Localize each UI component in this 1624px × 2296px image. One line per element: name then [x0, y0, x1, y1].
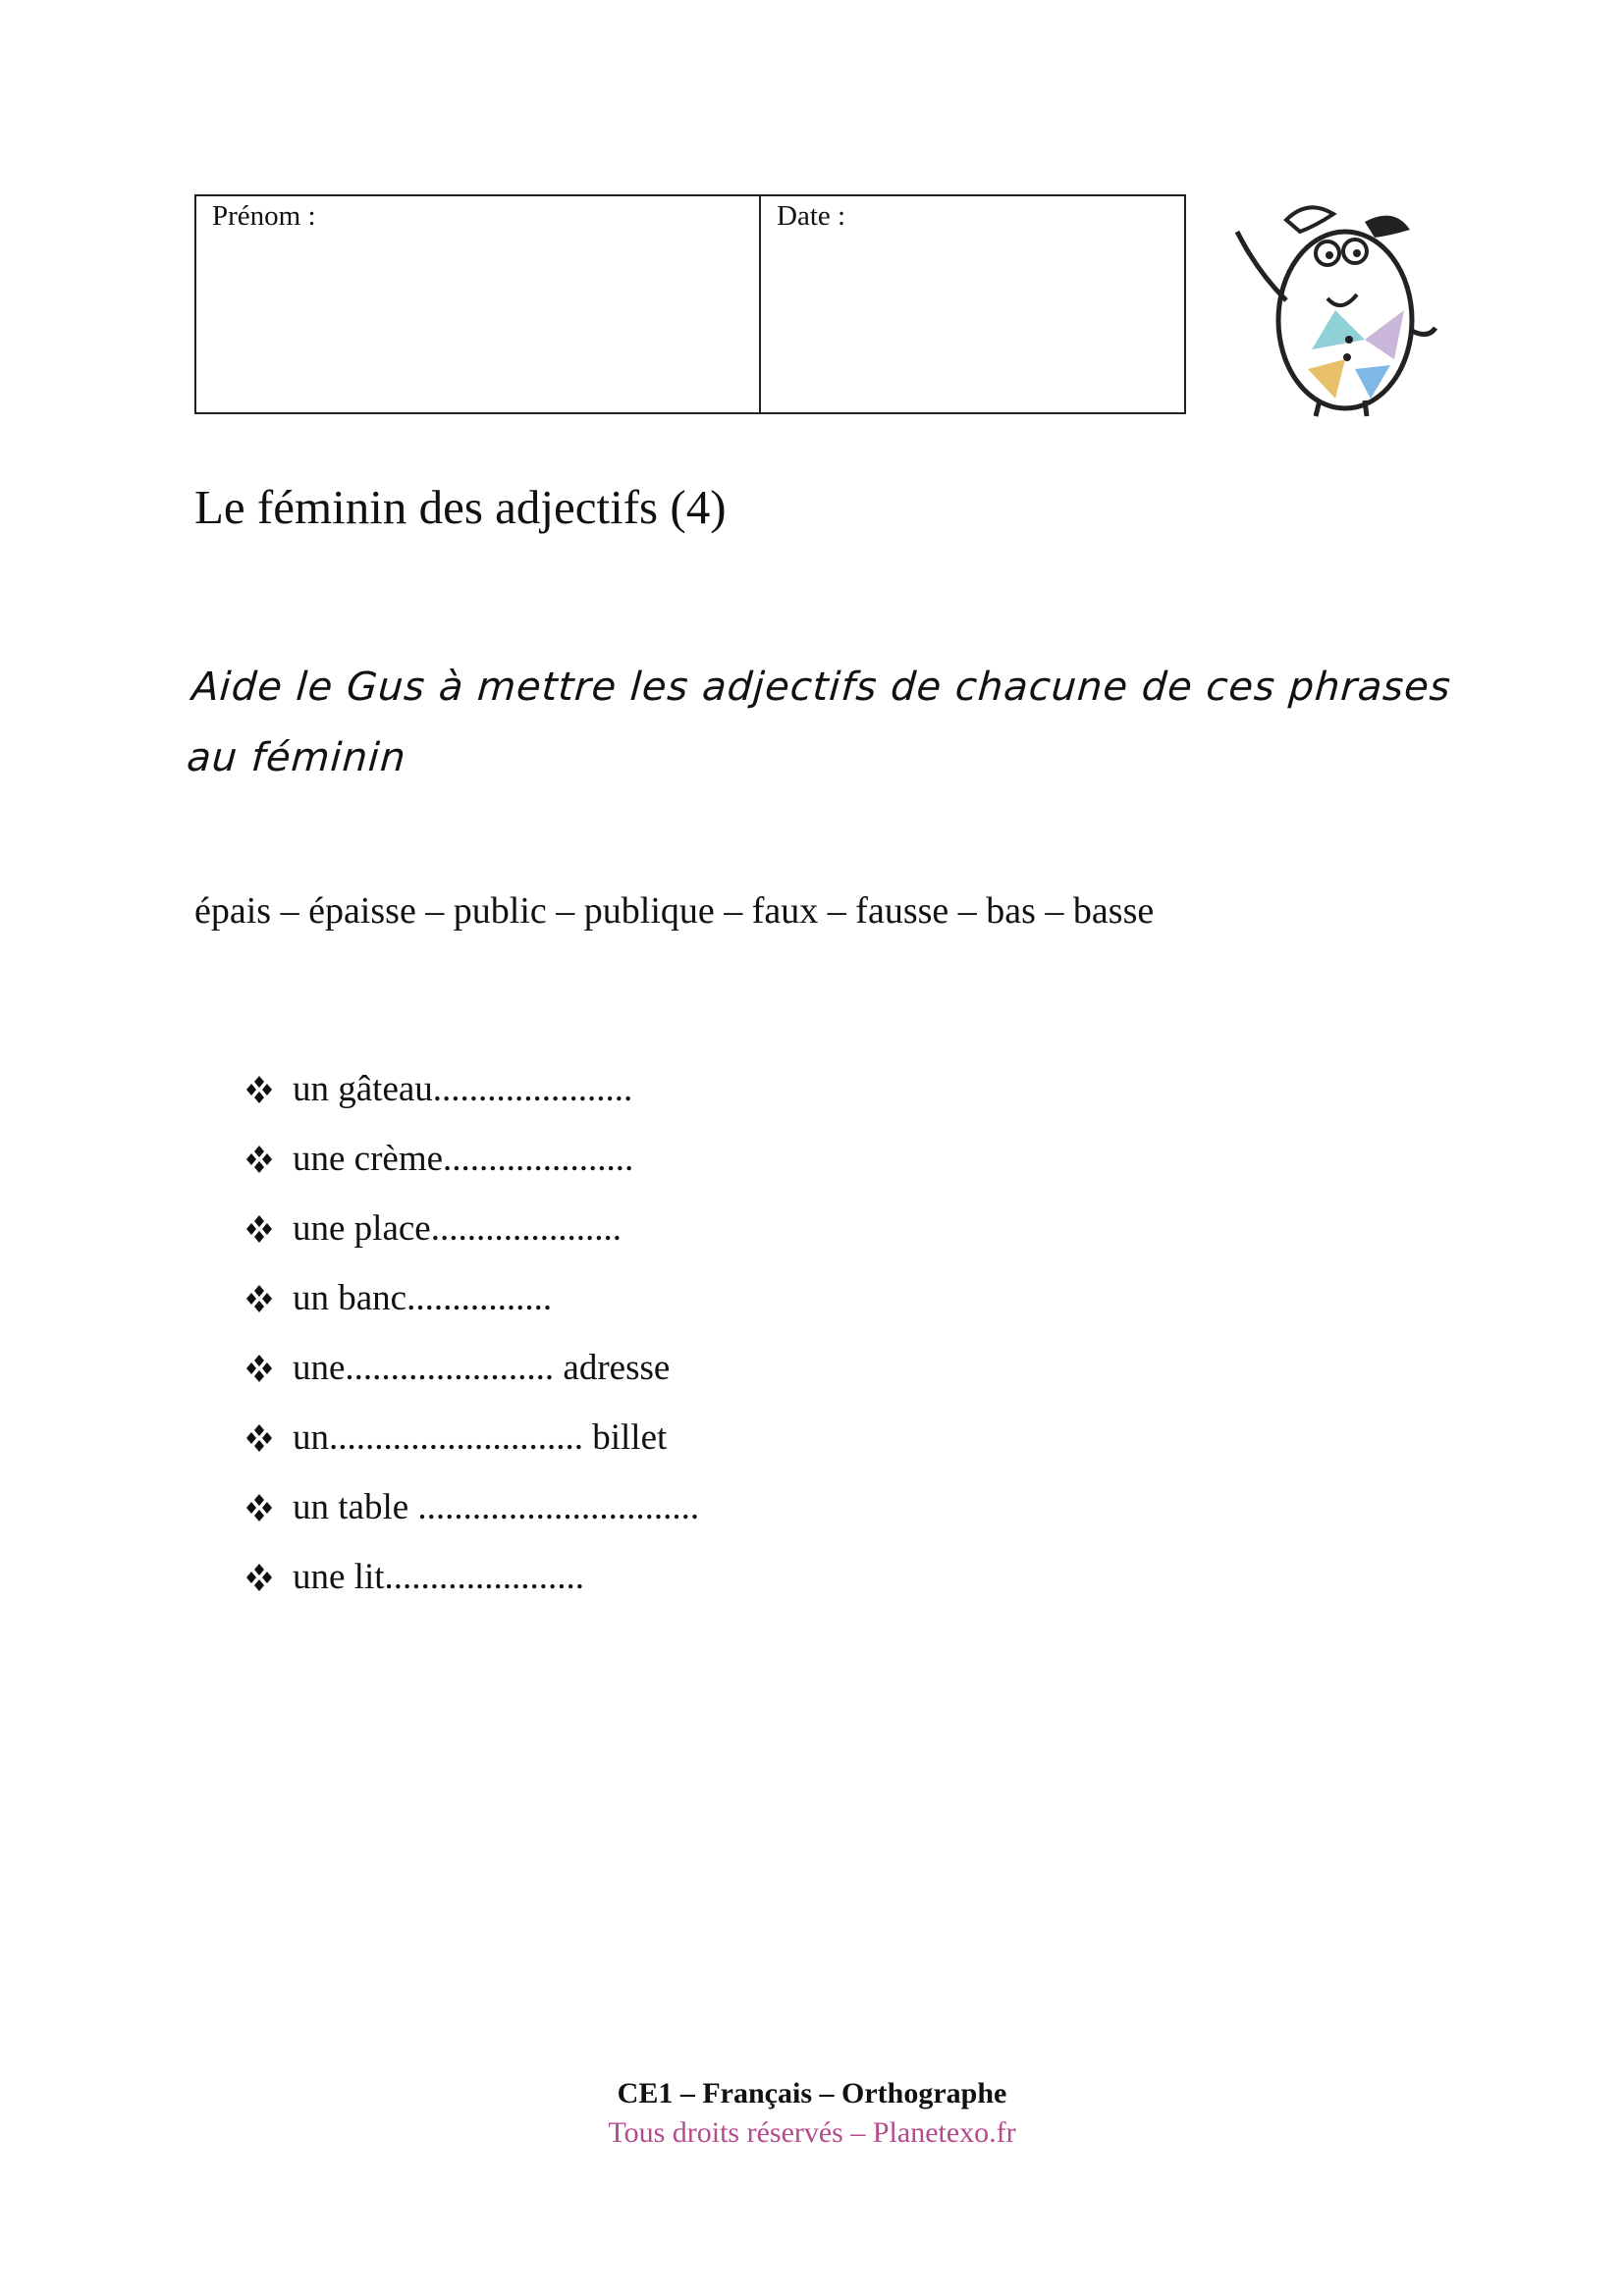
prenom-field[interactable] [196, 196, 761, 412]
diamond-bullet-icon [244, 1560, 293, 1595]
diamond-bullet-icon [244, 1420, 293, 1456]
list-item[interactable] [244, 1263, 699, 1333]
diamond-bullet-icon [244, 1211, 293, 1247]
item-text: un table ............................... [293, 1487, 700, 1527]
item-text: un banc................ [293, 1278, 553, 1318]
list-item[interactable] [244, 1124, 699, 1194]
list-item[interactable] [244, 1194, 699, 1263]
instruction-text: Aide le Gus à mettre les adjectifs de chacune de ces phrases au féminin [185, 665, 1453, 780]
gus-mascot-icon [1218, 192, 1443, 418]
item-text: une crème..................... [293, 1139, 634, 1179]
name-date-table [194, 194, 1186, 414]
list-item[interactable] [244, 1542, 699, 1612]
list-item[interactable] [244, 1403, 699, 1472]
item-text: un gâteau...................... [293, 1069, 633, 1109]
diamond-bullet-icon [244, 1142, 293, 1177]
list-item[interactable] [244, 1054, 699, 1124]
item-text: une....................... adresse [293, 1348, 671, 1388]
diamond-bullet-icon [244, 1072, 293, 1107]
page-title: Le féminin des adjectifs (4) [194, 480, 727, 534]
date-field[interactable] [761, 196, 1184, 412]
list-item[interactable] [244, 1472, 699, 1542]
footer-copyright-link[interactable]: Tous droits réservés – Planetexo.fr [608, 2116, 1016, 2149]
word-bank: épais – épaisse – public – publique – faux – fausse – bas – basse [194, 890, 1155, 932]
item-text: un............................ billet [293, 1417, 668, 1458]
item-text: une place..................... [293, 1208, 622, 1249]
list-item[interactable] [244, 1333, 699, 1403]
prenom-label: Prénom : [212, 200, 316, 232]
date-label: Date : [777, 200, 846, 232]
item-text: une lit...................... [293, 1557, 585, 1597]
diamond-bullet-icon [244, 1490, 293, 1525]
footer-course: CE1 – Français – Orthographe [617, 2077, 1007, 2109]
diamond-bullet-icon [244, 1281, 293, 1316]
exercise-list [244, 1054, 699, 1612]
diamond-bullet-icon [244, 1351, 293, 1386]
